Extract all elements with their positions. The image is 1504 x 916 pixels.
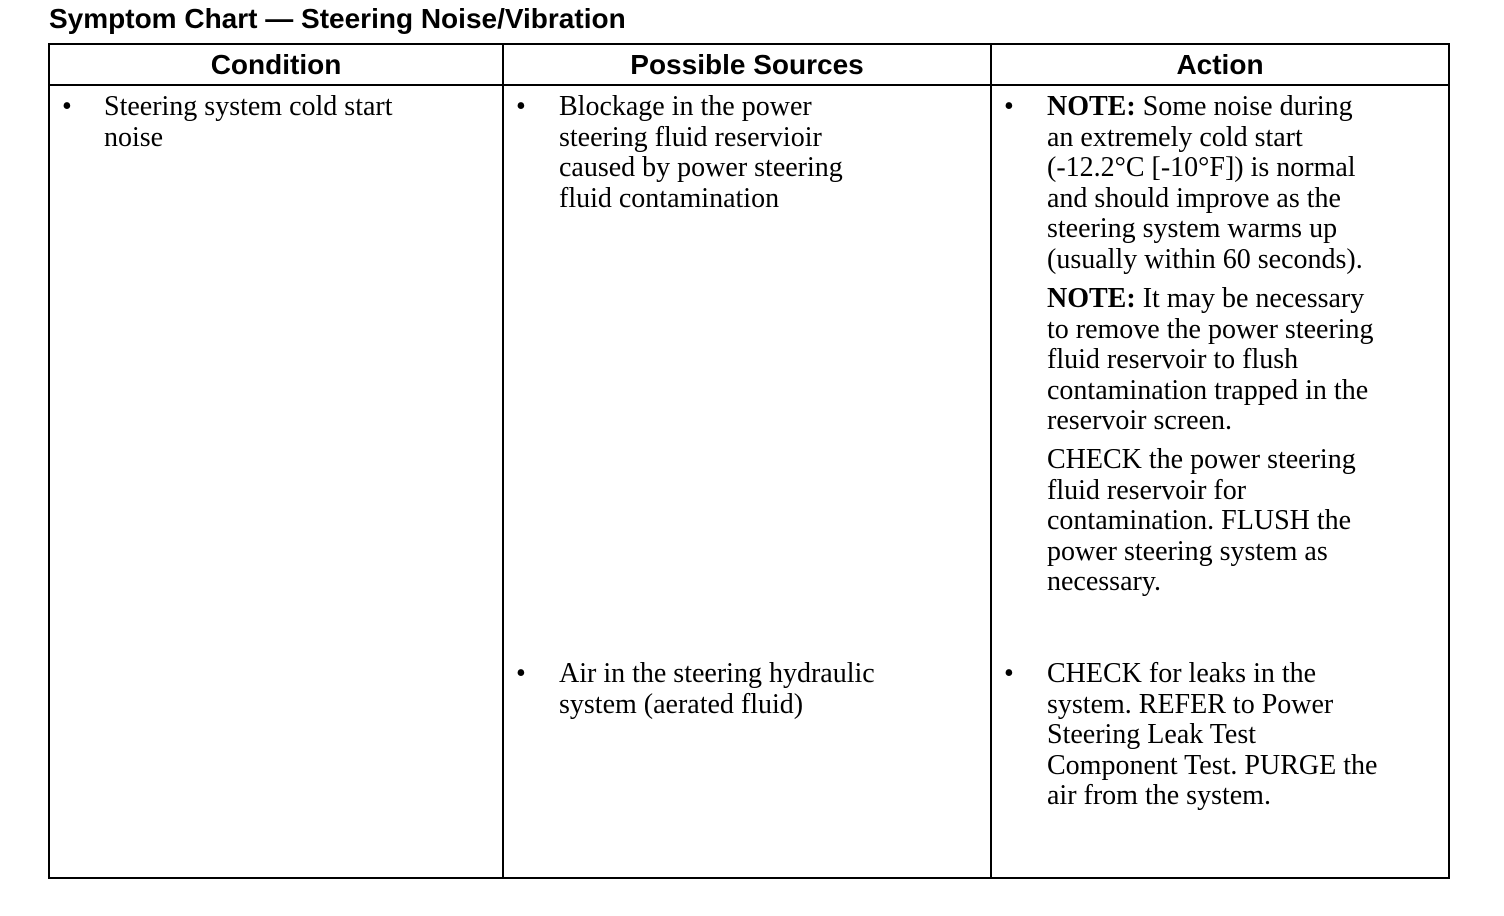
action-line: and should improve as the (1047, 182, 1341, 214)
condition-line: Steering system cold start (104, 91, 393, 122)
action-line: air from the system. (1047, 780, 1271, 812)
action-note-remove-reservoir (1047, 284, 1374, 437)
action-line: CHECK the power steering (1047, 444, 1356, 475)
note-label: NOTE: (1047, 283, 1136, 314)
source-line: fluid contamination (559, 182, 780, 214)
action-check-leaks (1047, 659, 1377, 812)
action-line: (-12.2°C [-10°F]) is normal (1047, 152, 1356, 184)
source-line: system (aerated fluid) (559, 688, 804, 720)
action-line (1047, 284, 1374, 315)
column-divider-1 (502, 43, 504, 879)
action-line: Steering Leak Test (1047, 719, 1257, 751)
action-line: reservoir screen. (1047, 405, 1233, 437)
column-header-condition: Condition (210, 49, 342, 80)
note-text: Some noise during (1135, 91, 1353, 122)
action-line: Component Test. PURGE the (1047, 749, 1378, 781)
action-bullet: • (1004, 658, 1014, 689)
column-divider-2 (990, 43, 992, 879)
chart-title: Symptom Chart — Steering Noise/Vibration (49, 3, 626, 34)
note-label: NOTE: (1047, 91, 1136, 122)
action-line: fluid reservoir for (1047, 474, 1247, 506)
header-divider (48, 84, 1450, 86)
action-line: (usually within 60 seconds). (1047, 243, 1363, 275)
source-bullet: • (516, 91, 526, 122)
action-line: to remove the power steering (1047, 313, 1374, 345)
source-bullet: • (516, 658, 526, 689)
action-line: contamination trapped in the (1047, 374, 1369, 406)
action-line: fluid reservoir to flush (1047, 344, 1299, 376)
source-line: caused by power steering (559, 152, 843, 184)
source-line: Air in the steering hydraulic (559, 658, 875, 689)
source-entry-blockage (559, 92, 843, 214)
source-line: steering fluid reservioir (559, 121, 822, 153)
condition-line: noise (104, 121, 164, 153)
condition-bullet: • (62, 91, 72, 122)
condition-entry (104, 92, 393, 153)
action-line: necessary. (1047, 566, 1162, 598)
action-line: system. REFER to Power (1047, 688, 1334, 720)
action-note-cold-start (1047, 92, 1363, 276)
action-line: CHECK for leaks in the (1047, 658, 1317, 689)
action-line: an extremely cold start (1047, 121, 1303, 153)
action-line: steering system warms up (1047, 213, 1338, 245)
action-line (1047, 92, 1363, 123)
column-header-possible-sources: Possible Sources (630, 49, 864, 80)
note-text: It may be necessary (1135, 283, 1365, 314)
source-line: Blockage in the power (559, 91, 812, 122)
action-line: power steering system as (1047, 535, 1328, 567)
column-header-action: Action (1176, 49, 1264, 80)
action-line: contamination. FLUSH the (1047, 505, 1352, 537)
action-bullet: • (1004, 91, 1014, 122)
action-check-reservoir (1047, 445, 1356, 598)
source-entry-air (559, 659, 875, 720)
